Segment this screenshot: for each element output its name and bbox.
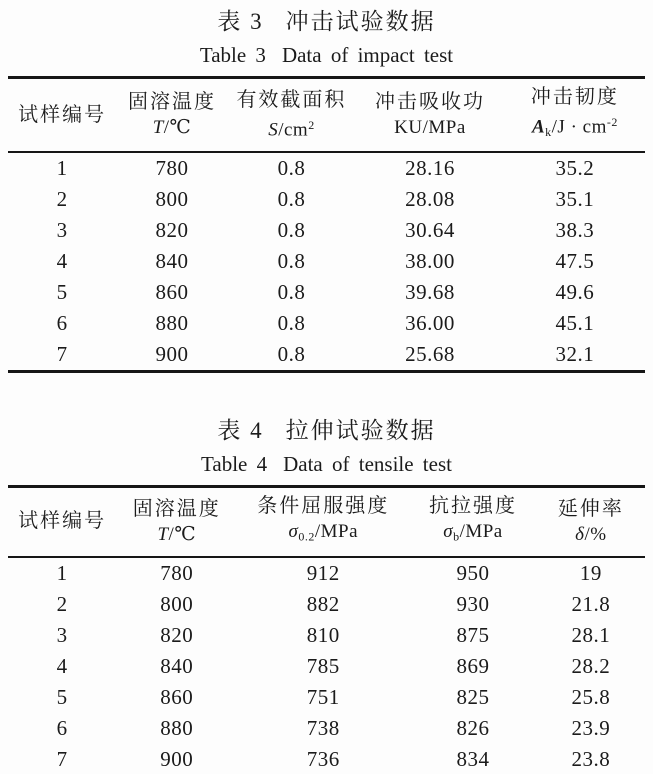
column-header-zh: 延伸率 [557, 497, 624, 520]
table4-caption-zh: 拉伸试验数据 [285, 418, 436, 444]
column-header-zh: 试样编号 [18, 510, 107, 533]
table-row [8, 277, 645, 308]
table3-label-en: Table 3 [199, 43, 266, 67]
column-header-zh: 固溶温度 [128, 91, 217, 114]
table-cell: 7 [56, 746, 68, 771]
table-cell: 834 [456, 746, 490, 771]
table-cell: 860 [155, 280, 189, 305]
table-cell: 900 [160, 746, 194, 771]
table-cell: 780 [160, 560, 194, 585]
table-cell: 912 [306, 560, 340, 585]
table-cell: 4 [56, 249, 68, 274]
table-cell: 869 [456, 653, 490, 678]
column-header-symbol: $\sigma_{0.2}$/MPa [288, 521, 359, 544]
table-cell: 25.68 [405, 342, 455, 367]
table-cell: 820 [155, 218, 189, 243]
table-cell: 36.00 [405, 311, 455, 336]
table-cell: 0.8 [277, 187, 306, 212]
table-cell: 0.8 [277, 218, 306, 243]
table-cell: 5 [56, 684, 68, 709]
column-header-symbol: δ/% [575, 523, 607, 545]
table3-caption-en: Data of impact test [281, 43, 454, 67]
table-cell: 950 [456, 560, 490, 585]
table-cell: 45.1 [555, 311, 595, 336]
column-header-zh: 有效截面积 [236, 88, 347, 111]
table-row [8, 713, 645, 744]
table-row [8, 184, 645, 215]
table-cell: 6 [56, 311, 68, 336]
table-cell: 38.3 [555, 218, 595, 243]
tensile-table-section [8, 415, 645, 774]
table-row [8, 744, 645, 774]
table-cell: 28.2 [571, 653, 611, 678]
impact-test-table [8, 76, 645, 373]
table-row [8, 682, 645, 713]
table-cell: 5 [56, 280, 68, 305]
table-cell: 35.1 [555, 187, 595, 212]
column-header-symbol: KU/MPa [394, 117, 466, 139]
column-header-symbol: T/℃ [152, 117, 192, 139]
column-header-symbol: $S/cm^2$ [268, 117, 315, 141]
table-cell: 880 [155, 311, 189, 336]
column-header [116, 487, 237, 557]
table-cell: 826 [456, 715, 490, 740]
table-cell: 47.5 [555, 249, 595, 274]
table-cell: 35.2 [555, 156, 595, 181]
table-cell: 0.8 [277, 249, 306, 274]
table-cell: 800 [155, 187, 189, 212]
table4-caption-en: Data of tensile test [283, 452, 452, 477]
table-cell: 2 [56, 187, 68, 212]
table-cell: 28.08 [405, 187, 455, 212]
column-header-symbol: $A_k/J \cdot cm^{-2}$ [531, 115, 618, 140]
table-cell: 7 [56, 342, 68, 367]
table-cell: 21.8 [571, 591, 611, 616]
table-cell: 6 [56, 715, 68, 740]
table-cell: 900 [155, 342, 189, 367]
table4-label-en: Table 4 [201, 452, 268, 477]
table-cell: 4 [56, 653, 68, 678]
table-cell: 751 [306, 684, 340, 709]
table3-caption-zh: 冲击试验数据 [285, 9, 436, 34]
table-cell: 32.1 [555, 342, 595, 367]
column-header-zh: 试样编号 [18, 103, 107, 126]
column-header [8, 78, 116, 153]
table-cell: 930 [456, 591, 490, 616]
table-row [8, 557, 645, 589]
table-cell: 0.8 [277, 280, 306, 305]
column-header [537, 487, 645, 557]
table-cell: 780 [155, 156, 189, 181]
column-header-zh: 固溶温度 [132, 497, 221, 520]
column-header [116, 78, 227, 153]
table3-title-en [8, 38, 645, 72]
column-header [355, 78, 505, 153]
table-cell: 23.9 [571, 715, 611, 740]
tensile-test-table [8, 485, 645, 774]
table-cell: 3 [56, 622, 68, 647]
table-cell: 1 [56, 560, 68, 585]
table-row [8, 589, 645, 620]
table-cell: 860 [160, 684, 194, 709]
table-cell: 882 [306, 591, 340, 616]
table-cell: 19 [579, 560, 602, 585]
table-cell: 0.8 [277, 342, 306, 367]
column-header-symbol: $\sigma_b$/MPa [443, 521, 503, 544]
table-cell: 800 [160, 591, 194, 616]
column-header [237, 487, 409, 557]
column-header-zh: 条件屈服强度 [257, 495, 390, 518]
table-cell: 820 [160, 622, 194, 647]
table-cell: 39.68 [405, 280, 455, 305]
table-cell: 2 [56, 591, 68, 616]
table-cell: 736 [306, 746, 340, 771]
table-cell: 880 [160, 715, 194, 740]
table-row [8, 339, 645, 372]
column-header-zh: 冲击吸收功 [374, 91, 485, 114]
table-row [8, 246, 645, 277]
table-row [8, 215, 645, 246]
header-row [8, 78, 645, 153]
table4-label-zh: 表 4 [217, 418, 264, 444]
table-cell: 875 [456, 622, 490, 647]
table-cell: 25.8 [571, 684, 611, 709]
table-row [8, 651, 645, 682]
column-header-zh: 抗拉强度 [428, 495, 517, 518]
table-row [8, 152, 645, 184]
column-header [409, 487, 536, 557]
table-row [8, 620, 645, 651]
column-header [505, 78, 645, 153]
table-cell: 3 [56, 218, 68, 243]
table-cell: 0.8 [277, 156, 306, 181]
column-header [8, 487, 116, 557]
table-cell: 840 [155, 249, 189, 274]
table-cell: 0.8 [277, 311, 306, 336]
header-row [8, 487, 645, 557]
column-header [228, 78, 355, 153]
table-cell: 840 [160, 653, 194, 678]
table-cell: 28.16 [405, 156, 455, 181]
impact-table-section [8, 6, 645, 373]
column-header-zh: 冲击韧度 [530, 86, 619, 108]
table-cell: 1 [56, 156, 68, 181]
table-cell: 28.1 [571, 622, 611, 647]
table4-title-en [8, 447, 645, 481]
table4-title-zh [8, 415, 645, 447]
table-cell: 738 [306, 715, 340, 740]
table-cell: 785 [306, 653, 340, 678]
table-row [8, 308, 645, 339]
table3-label-zh: 表 3 [217, 9, 264, 34]
table-cell: 825 [456, 684, 490, 709]
table-cell: 49.6 [555, 280, 595, 305]
table-cell: 38.00 [405, 249, 455, 274]
table-cell: 30.64 [405, 218, 455, 243]
column-header-symbol: T/℃ [157, 523, 197, 545]
table-cell: 23.8 [571, 746, 611, 771]
table-cell: 810 [306, 622, 340, 647]
table3-title-zh [8, 6, 645, 38]
